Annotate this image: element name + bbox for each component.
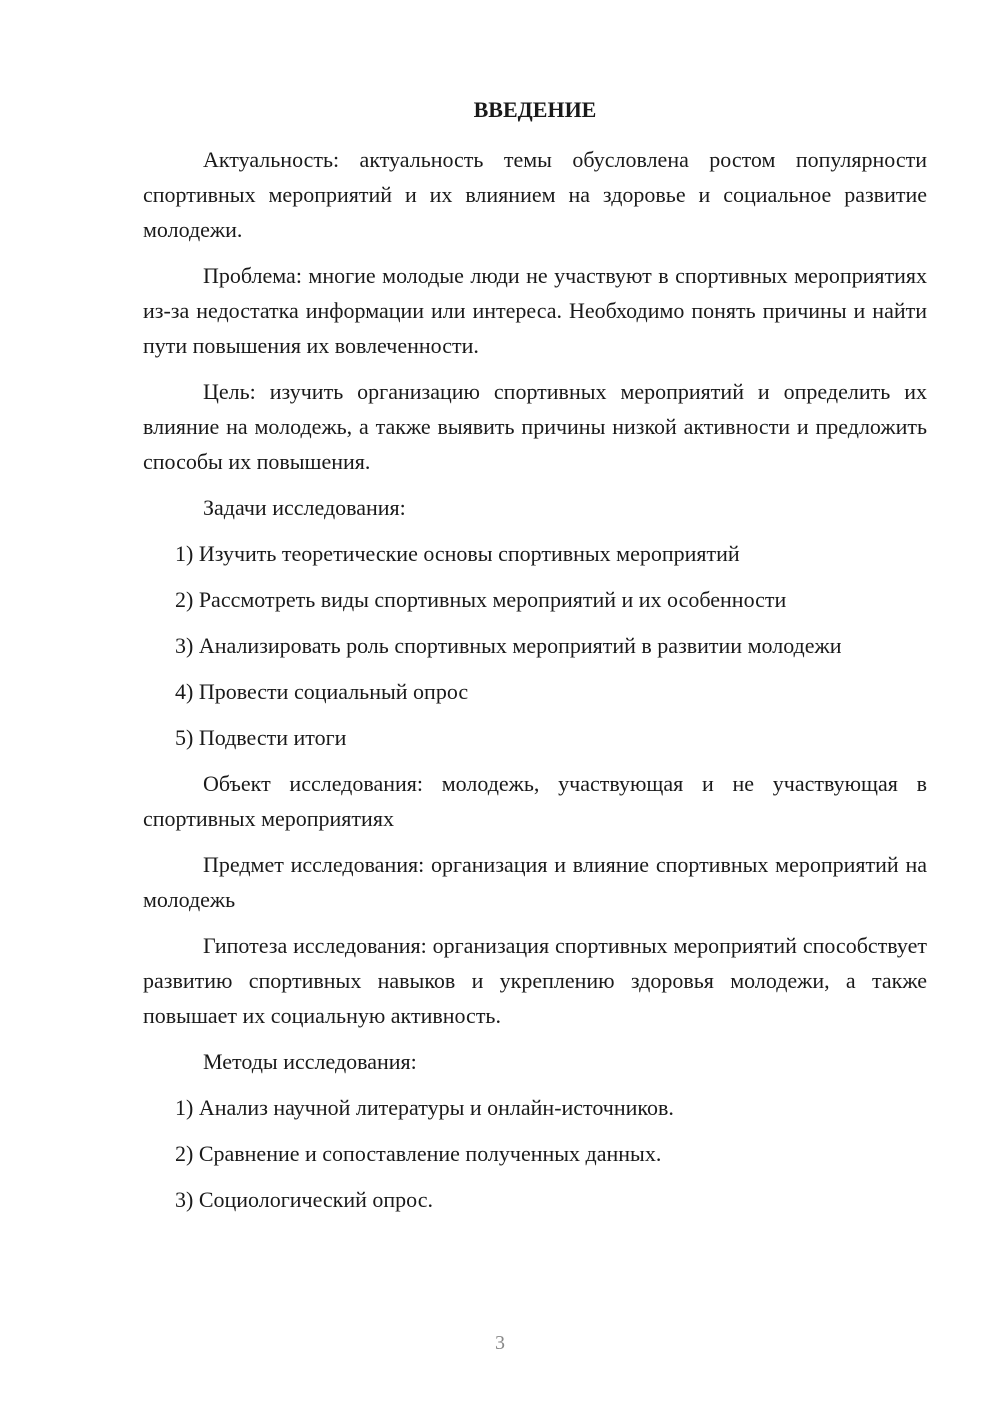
page-number: 3	[495, 1332, 505, 1354]
problem-paragraph: Проблема: многие молодые люди не участвуют в спортивных мероприятиях из-за недостатка информации или интереса. Необходимо понять причины и найти пути повышения их вовлеченности.	[143, 263, 927, 358]
hypothesis-paragraph: Гипотеза исследования: организация спортивных мероприятий способствует развитию спортивных навыков и укреплению здоровья молодежи, а также повышает их социальную активность.	[143, 933, 927, 1028]
goal-paragraph: Цель: изучить организацию спортивных мероприятий и определить их влияние на молодежь, а также выявить причины низкой активности и предложить способы их повышения.	[143, 379, 927, 474]
task-item: 2) Рассмотреть виды спортивных мероприятий и их особенности	[175, 587, 787, 612]
section-title: ВВЕДЕНИЕ	[473, 97, 597, 122]
method-item: 1) Анализ научной литературы и онлайн-источников.	[175, 1095, 674, 1120]
task-item: 5) Подвести итоги	[175, 725, 347, 750]
method-item: 2) Сравнение и сопоставление полученных данных.	[175, 1141, 662, 1166]
method-item: 3) Социологический опрос.	[175, 1187, 433, 1212]
relevance-paragraph: Актуальность: актуальность темы обусловлена ростом популярности спортивных мероприятий и их влиянием на здоровье и социальное развитие молодежи.	[143, 147, 927, 242]
document-page	[143, 92, 927, 1228]
task-item: 4) Провести социальный опрос	[175, 679, 469, 704]
subject-paragraph: Предмет исследования: организация и влияние спортивных мероприятий на молодежь	[143, 852, 927, 912]
methods-heading: Методы исследования:	[203, 1049, 417, 1074]
task-item: 3) Анализировать роль спортивных мероприятий в развитии молодежи	[175, 633, 842, 658]
object-paragraph: Объект исследования: молодежь, участвующая и не участвующая в спортивных мероприятиях	[143, 771, 927, 831]
tasks-heading: Задачи исследования:	[203, 495, 406, 520]
task-item: 1) Изучить теоретические основы спортивных мероприятий	[175, 541, 740, 566]
